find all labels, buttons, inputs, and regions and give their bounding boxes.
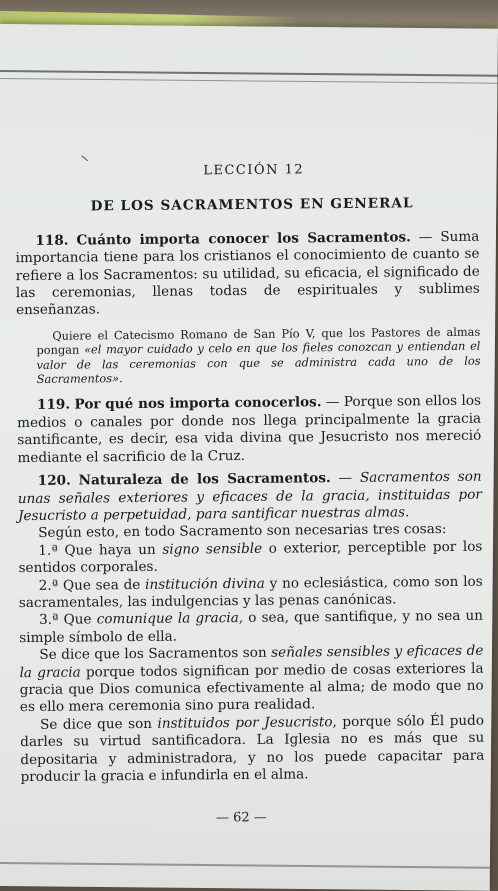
requirement-2: 2.ª Que sea de institución divina y no eclesiástica, como son los sacramentales, las indulgencias y las penas canónicas. <box>18 573 483 612</box>
page-text <box>15 160 485 787</box>
paragraph-heading: Cuánto importa conocer los Sacramentos. <box>76 229 411 249</box>
item-number: 2.ª <box>38 577 59 594</box>
paragraph-number: 119. <box>36 397 71 414</box>
section-title: DE LOS SACRAMENTOS EN GENERAL <box>90 195 414 215</box>
paragraph-number: 120. <box>37 472 71 490</box>
sacrament-definition: Sacramentos son unas señales exteriores y eficaces de la gracia, instituidas por Jesucristo a perpetuidad, para santificar nuestras almas. <box>17 468 482 525</box>
quote-lead: Quiere el Catecismo Romano de San Pío V, que los Pastores de almas pongan <box>36 324 481 358</box>
paragraph-heading: Naturaleza de los Sacramentos. <box>78 470 331 489</box>
lesson-heading: LECCIÓN 12 <box>203 162 305 179</box>
item-number: 1.ª <box>38 542 58 559</box>
paragraph-dash: — <box>330 469 361 487</box>
book-page <box>0 24 498 891</box>
paragraph-signs: Se dice que los Sacramentos son señales sensibles y eficaces de la gracia porque todos significan por medio de cosas exteriores la gracia que Dios comunica efectivamente al alma; de modo que no es ello mera ceremonia sino pura realidad. <box>19 642 484 716</box>
paragraph-body: — Porque son ellos los medios o canales por donde nos llega principalmente la gracia santificante, es decir, esa vida divina que Jesucristo nos mereció mediante el sacrificio de la Cruz. <box>17 393 482 466</box>
paragraph-120 <box>18 469 482 526</box>
paragraph-heading: Por qué nos importa conocerlos. <box>74 394 322 414</box>
catechism-quote <box>16 325 481 387</box>
paper-mark <box>81 155 88 161</box>
requirement-3: 3.ª Que comunique la gracia, o sea, que santifique, y no sea un simple símbolo de ella. <box>19 608 484 646</box>
paragraph-body: — Suma importancia tiene para los cristianos el conocimiento de cuanto se refiere a los Sacramentos: su utilidad, su eficacia, el significado de las ceremonias, llenas todas de espirituales y sublimes enseñanzas. <box>15 228 480 319</box>
paragraph-instituted: Se dice que son instituidos por Jesucristo, porque sólo Él pudo darles su virtud santificadora. La Iglesia no es más que su depositaria y administradora, y no los puede capacitar para producir la gracia e infundirla en el alma. <box>20 712 485 786</box>
bottom-rule <box>0 862 490 869</box>
item-number: 3.ª <box>38 612 59 629</box>
paragraph-number: 118. <box>35 232 69 249</box>
quote-end: . <box>118 371 123 386</box>
paragraph-118 <box>15 229 480 320</box>
paragraph-segun: Según esto, en todo Sacramento son necesarias tres cosas: <box>38 521 447 542</box>
quote-citation: «el mayor cuidado y celo en que los fieles conozcan y entiendan el valor de las ceremonias con que se administra cada uno de los Sacramentos» <box>36 338 481 387</box>
top-rule <box>0 70 498 77</box>
paragraph-119 <box>17 393 482 467</box>
requirement-1: 1.ª Que haya un signo sensible o exterior, perceptible por los sentidos corporales. <box>18 538 483 577</box>
top-rule-thin <box>0 78 497 84</box>
page-number: — 62 — <box>215 810 267 826</box>
